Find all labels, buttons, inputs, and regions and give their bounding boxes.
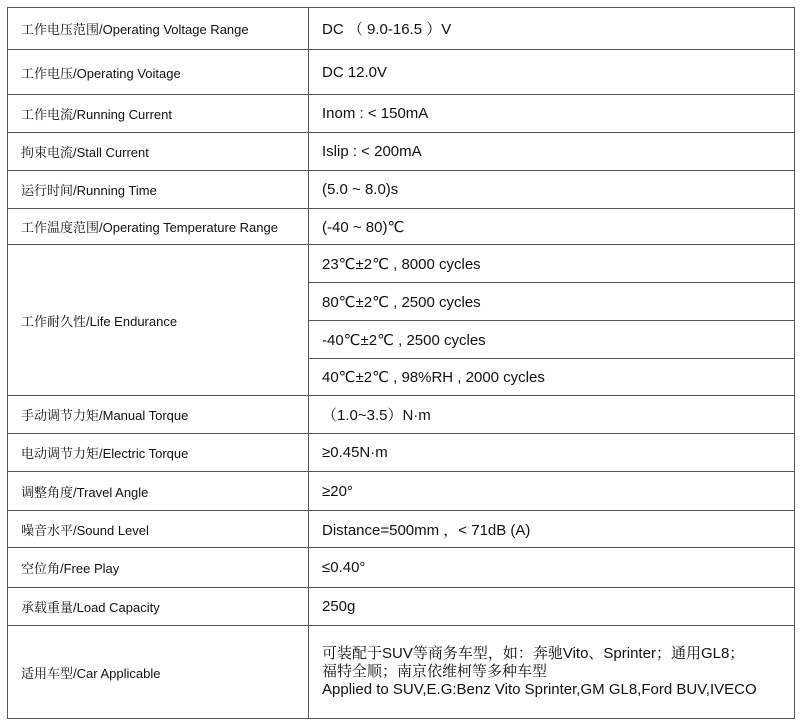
table-row <box>8 511 795 548</box>
spec-label-car-applicable: 适用车型/Car Applicable <box>8 626 309 719</box>
spec-value-sound-level: Distance=500mm ，< 71dB (A) <box>309 511 795 548</box>
spec-value-car-applicable <box>309 626 795 719</box>
table-row <box>8 95 795 133</box>
spec-value-manual-torque: （1.0~3.5）N·m <box>309 396 795 434</box>
table-row <box>8 50 795 95</box>
spec-label-running-time: 运行时间/Running Time <box>8 171 309 209</box>
spec-table <box>7 7 795 719</box>
spec-label-sound-level: 噪音水平/Sound Level <box>8 511 309 548</box>
spec-label-running-current: 工作电流/Running Current <box>8 95 309 133</box>
table-row <box>8 133 795 171</box>
spec-label-manual-torque: 手动调节力矩/Manual Torque <box>8 396 309 434</box>
spec-value-operating-voltage: DC 12.0V <box>309 50 795 95</box>
spec-label-operating-temperature-range: 工作温度范围/Operating Temperature Range <box>8 209 309 245</box>
car-applicable-line-2: 福特全顺；南京依维柯等多种车型 <box>322 663 548 680</box>
spec-value-travel-angle: ≥20° <box>309 472 795 511</box>
spec-label-life-endurance: 工作耐久性/Life Endurance <box>8 245 309 396</box>
spec-value-operating-temperature-range: (-40 ~ 80)℃ <box>309 209 795 245</box>
spec-value-free-play: ≤0.40° <box>309 548 795 588</box>
table-row <box>8 626 795 719</box>
table-row <box>8 472 795 511</box>
spec-label-travel-angle: 调整角度/Travel Angle <box>8 472 309 511</box>
spec-value-stall-current: Islip : < 200mA <box>309 133 795 171</box>
spec-value-life-endurance-4: 40℃±2℃ , 98%RH , 2000 cycles <box>309 359 795 396</box>
spec-value-running-current: Inom : < 150mA <box>309 95 795 133</box>
table-row <box>8 434 795 472</box>
table-row <box>8 548 795 588</box>
table-row <box>8 171 795 209</box>
spec-label-stall-current: 拘束电流/Stall Current <box>8 133 309 171</box>
table-row <box>8 245 795 283</box>
table-row <box>8 209 795 245</box>
spec-value-load-capacity: 250g <box>309 588 795 626</box>
spec-value-operating-voltage-range: DC （ 9.0-16.5 ）V <box>309 8 795 50</box>
spec-value-running-time: (5.0 ~ 8.0)s <box>309 171 795 209</box>
spec-label-free-play: 空位角/Free Play <box>8 548 309 588</box>
spec-value-life-endurance-1: 23℃±2℃ , 8000 cycles <box>309 245 795 283</box>
spec-value-electric-torque: ≥0.45N·m <box>309 434 795 472</box>
spec-value-life-endurance-2: 80℃±2℃ , 2500 cycles <box>309 283 795 321</box>
spec-label-operating-voltage-range: 工作电压范围/Operating Voltage Range <box>8 8 309 50</box>
spec-label-operating-voltage: 工作电压/Operating Voitage <box>8 50 309 95</box>
table-row <box>8 588 795 626</box>
spec-label-electric-torque: 电动调节力矩/Electric Torque <box>8 434 309 472</box>
spec-label-load-capacity: 承载重量/Load Capacity <box>8 588 309 626</box>
car-applicable-line-1: 可装配于SUV等商务车型，如：奔驰Vito、Sprinter；通用GL8； <box>322 645 745 662</box>
spec-value-life-endurance-3: -40℃±2℃ , 2500 cycles <box>309 321 795 359</box>
car-applicable-line-3: Applied to SUV,E.G:Benz Vito Sprinter,GM GL8,Ford BUV,IVECO <box>322 681 757 698</box>
table-row <box>8 396 795 434</box>
table-row <box>8 8 795 50</box>
